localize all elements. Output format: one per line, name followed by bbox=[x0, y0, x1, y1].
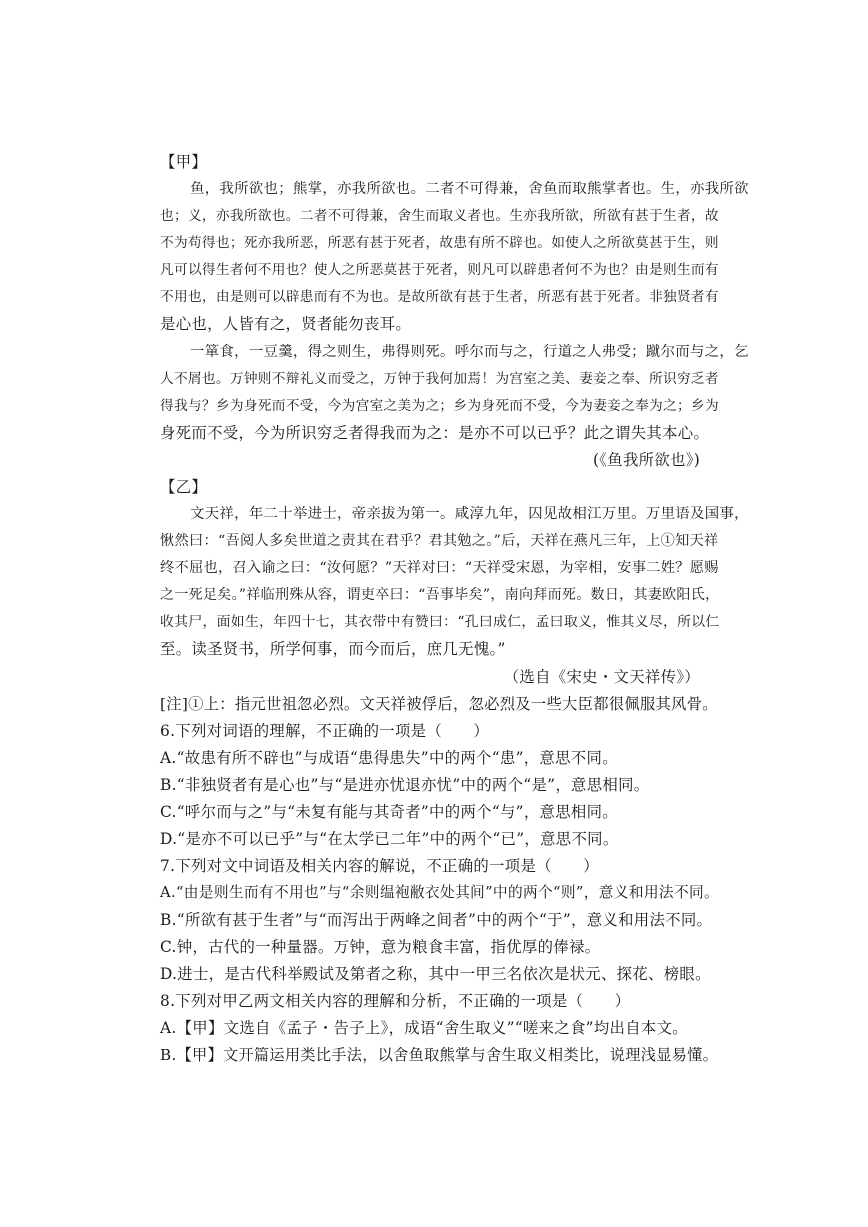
question-6-option-d: D.“是亦不可以已乎”与“在太学已二年”中的两个“已”，意思不同。 bbox=[160, 830, 619, 848]
question-8-stem: 8.下列对甲乙两文相关内容的理解和分析，不正确的一项是（ ） bbox=[160, 992, 631, 1010]
passage-b-heading: 【乙】 bbox=[160, 478, 208, 496]
footnote: [注]①上：指元世祖忽必烈。文天祥被俘后，忽必烈及一些大臣都很佩服其风骨。 bbox=[160, 695, 718, 713]
question-6-option-a: A.“故患有所不辟也”与成语“患得患失”中的两个“患”，意思不同。 bbox=[160, 749, 618, 767]
passage-a-line: 凡可以得生者何不用也？使人之所恶莫甚于死者，则凡可以辟患者何不为也？由是则生而有 bbox=[160, 262, 719, 278]
question-7-option-c: C.钟，古代的一种量器。万钟，意为粮食丰富，指优厚的俸禄。 bbox=[160, 938, 601, 956]
passage-b-line: 之一死足矣。”祥临刑殊从容，谓吏卒曰：“吾事毕矣”，南向拜而死。数日，其妻欧阳氏， bbox=[160, 587, 720, 603]
question-8-option-b: B.【甲】文开篇运用类比手法，以舍鱼取熊掌与舍生取义相类比，说理浅显易懂。 bbox=[160, 1046, 719, 1064]
passage-a-line: 得我与？乡为身死而不受，今为宫室之美为之；乡为身死而不受，今为妻妾之奉为之；乡为 bbox=[160, 398, 719, 414]
question-8-option-a: A.【甲】文选自《孟子・告子上》，成语“舍生取义”“嗟来之食”均出自本文。 bbox=[160, 1019, 688, 1037]
question-7-option-d: D.进士，是古代科举殿试及第者之称，其中一甲三名依次是状元、探花、榜眼。 bbox=[160, 965, 711, 983]
passage-a-line: 鱼，我所欲也；熊掌，亦我所欲也。二者不可得兼，舍鱼而取熊掌者也。生，亦我所欲 bbox=[190, 181, 749, 197]
question-7-stem: 7.下列对文中词语及相关内容的解说，不正确的一项是（ ） bbox=[160, 857, 599, 875]
passage-a-line: 也；义，亦我所欲也。二者不可得兼，舍生而取义者也。生亦我所欲，所欲有甚于生者，故 bbox=[160, 208, 719, 224]
passage-a-line: 身死而不受，今为所识穷乏者得我而为之：是亦不可以已乎？此之谓失其本心。 bbox=[160, 424, 710, 442]
passage-b-line: 文天祥，年二十举进士，帝亲拔为第一。咸淳九年，囚见故相江万里。万里语及国事， bbox=[190, 506, 749, 522]
passage-a-line: 是心也，人皆有之，贤者能勿丧耳。 bbox=[160, 315, 412, 333]
question-6-option-c: C.“呼尔而与之”与“未复有能与其奇者”中的两个“与”，意思相同。 bbox=[160, 803, 618, 821]
passage-a-heading: 【甲】 bbox=[160, 153, 208, 171]
passage-a-line: 一箪食，一豆羹，得之则生，弗得则死。呼尔而与之，行道之人弗受；蹴尔而与之，乞 bbox=[190, 344, 749, 360]
passage-b-source: （选自《宋史・文天祥传》） bbox=[503, 668, 700, 686]
passage-b-line: 愀然曰：“吾阅人多矣世道之责其在君乎？君其勉之。”后，天祥在燕凡三年，上①知天祥 bbox=[160, 533, 719, 549]
question-6-option-b: B.“非独贤者有是心也”与“是进亦忧退亦忧”中的两个“是”，意思相同。 bbox=[160, 776, 650, 794]
passage-a-line: 人不屑也。万钟则不辩礼义而受之，万钟于我何加焉！为宫室之美、妻妾之奉、所识穷乏者 bbox=[160, 371, 719, 387]
passage-a-line: 不为苟得也；死亦我所恶，所恶有甚于死者，故患有所不辟也。如使人之所欲莫甚于生，则 bbox=[160, 235, 719, 251]
question-7-option-a: A.“由是则生而有不用也”与“余则缊袍敝衣处其间”中的两个“则”，意义和用法不同。 bbox=[160, 884, 720, 901]
passage-a-line: 不用也，由是则可以辟患而有不为也。是故所欲有甚于生者，所恶有甚于死者。非独贤者有 bbox=[160, 289, 719, 305]
question-7-option-b: B.“所欲有甚于生者”与“而泻出于两峰之间者”中的两个“于”，意义和用法不同。 bbox=[160, 911, 713, 929]
passage-b-line: 收其尸，面如生，年四十七，其衣带中有赞曰：“孔曰成仁，孟曰取义，惟其义尽，所以仁 bbox=[160, 614, 720, 630]
question-6-stem: 6.下列对词语的理解，不正确的一项是（ ） bbox=[160, 722, 490, 740]
passage-b-line: 至。读圣贤书，所学何事，而今而后，庶几无愧。” bbox=[160, 640, 506, 658]
passage-a-source: (《鱼我所欲也》) bbox=[592, 451, 700, 469]
passage-b-line: 终不屈也，召入谕之曰：“汝何愿？”天祥对曰：“天祥受宋恩，为宰相，安事二姓？愿赐 bbox=[160, 560, 719, 576]
